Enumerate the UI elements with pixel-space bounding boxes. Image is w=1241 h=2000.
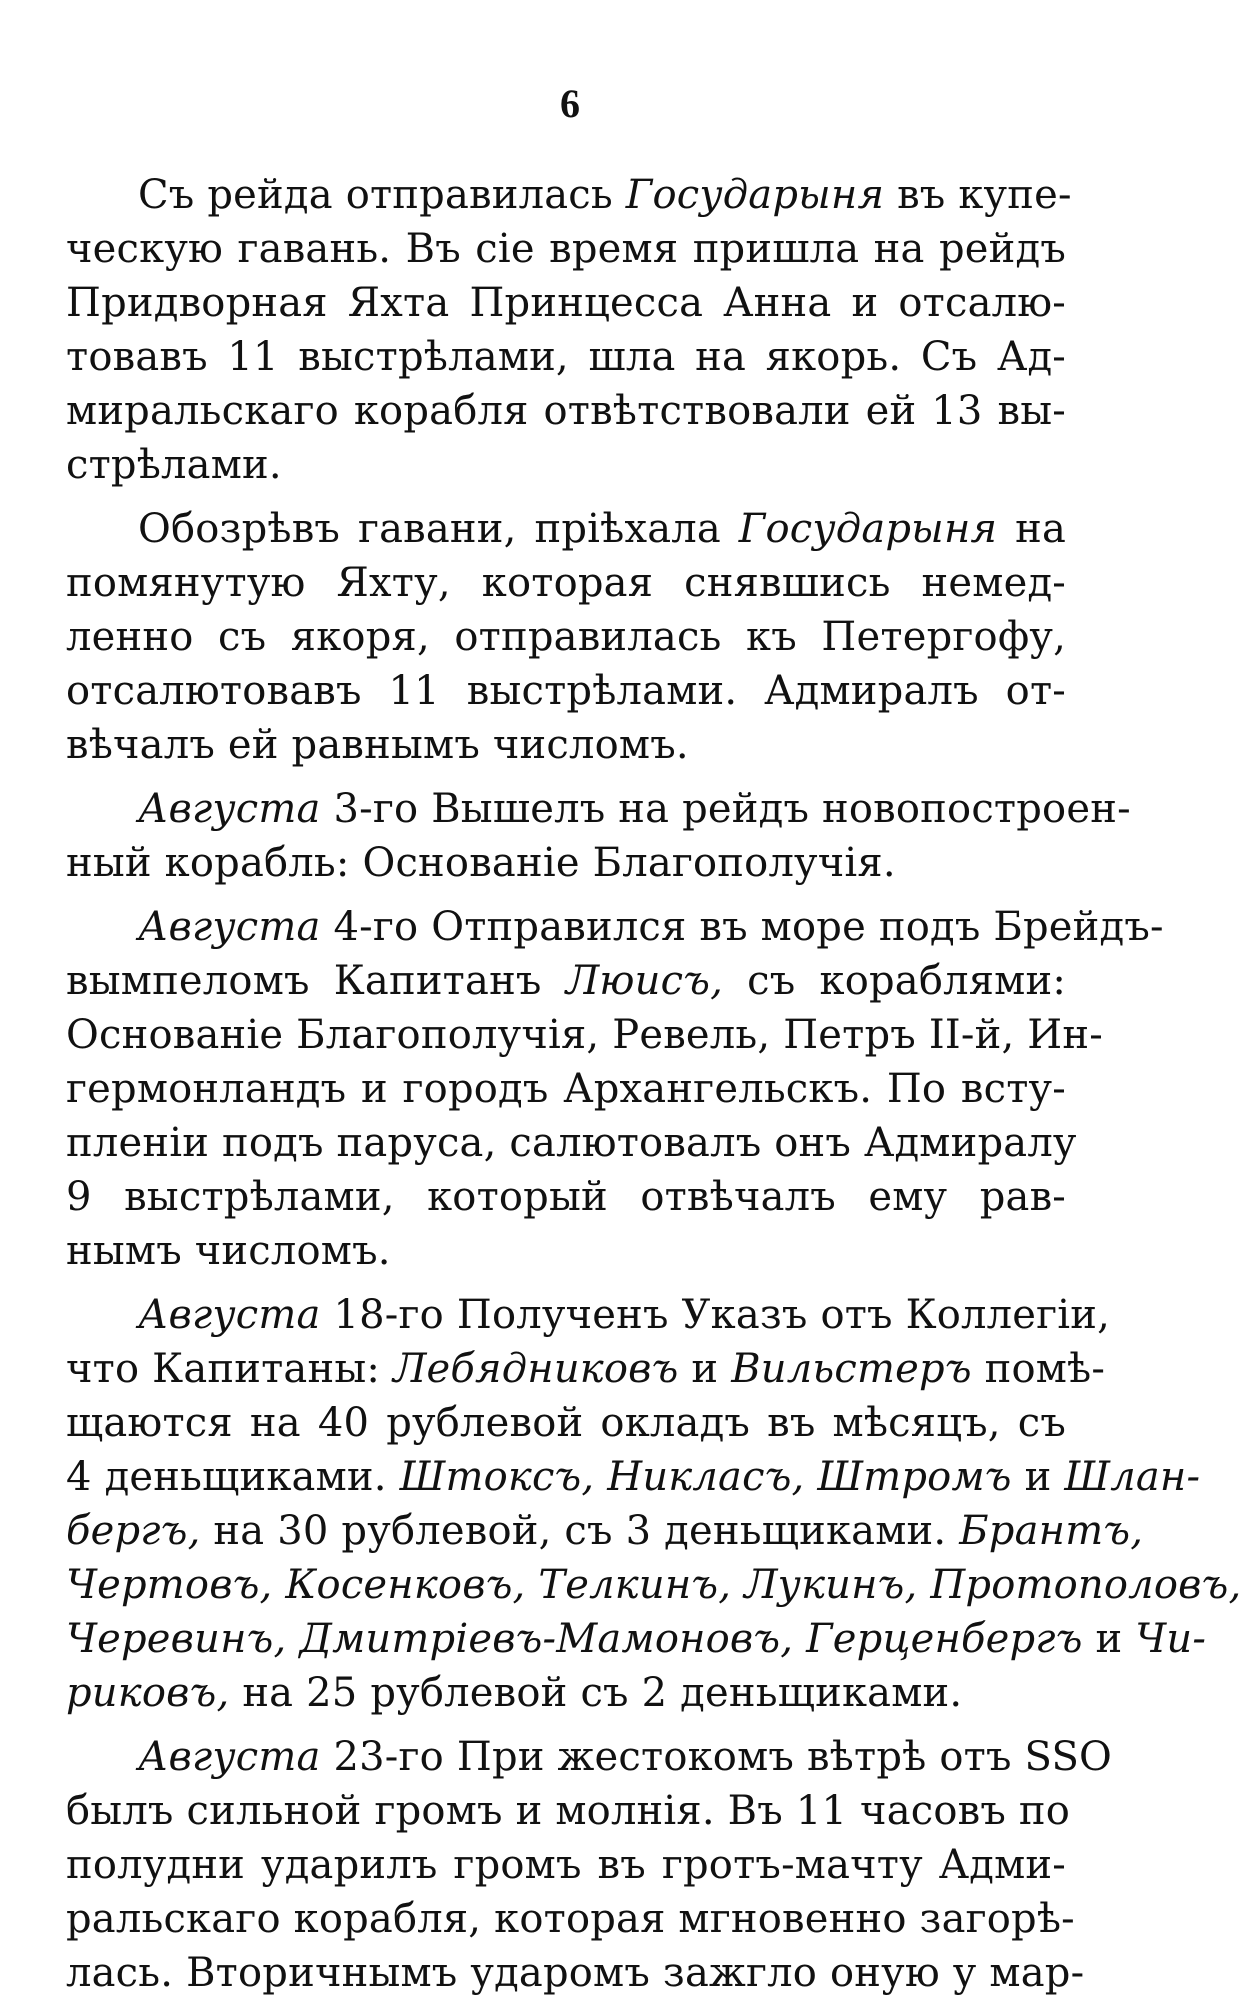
text-segment: ческую гавань. Въ сіе время пришла на рейдъ	[66, 226, 1066, 272]
text-segment: въ купе-	[884, 172, 1072, 218]
paragraph	[66, 1730, 1113, 2000]
text-line	[66, 1170, 1066, 1224]
italic-text: Люисъ,	[565, 958, 724, 1004]
text-line	[66, 330, 1066, 384]
text-line	[66, 1730, 1113, 1784]
italic-text: Августа	[138, 786, 321, 832]
text-line	[66, 664, 1066, 718]
text-segment: на 30 рублевой, съ 3 деньщиками.	[200, 1508, 960, 1554]
paragraph	[66, 1288, 1241, 1720]
text-line	[66, 556, 1066, 610]
text-line	[66, 1838, 1066, 1892]
text-segment: Основаніе Благополучія, Ревель, Петръ II-й, Ин-	[66, 1012, 1103, 1058]
text-line	[66, 1396, 1066, 1450]
text-segment: помѣ-	[971, 1346, 1106, 1392]
text-segment: и	[1082, 1616, 1136, 1662]
italic-text: Чи-	[1135, 1616, 1207, 1662]
text-line	[66, 1224, 1066, 1278]
text-segment: полудни ударилъ громъ въ гротъ-мачту Адми-	[66, 1842, 1066, 1888]
text-segment: ный корабль: Основаніе Благополучія.	[66, 840, 896, 886]
paragraph	[66, 502, 1066, 772]
italic-text: Августа	[138, 904, 321, 950]
text-line	[66, 438, 1066, 492]
italic-text: Шлан-	[1064, 1454, 1201, 1500]
italic-text: Черевинъ, Дмитріевъ-Мамоновъ, Герценбергъ	[66, 1616, 1083, 1662]
text-segment: съ кораблями:	[723, 958, 1067, 1004]
text-segment: помянутую Яхту, которая снявшись немед-	[66, 560, 1066, 606]
text-segment: отсалютовавъ 11 выстрѣлами. Адмиралъ от-	[66, 668, 1066, 714]
text-segment: на	[997, 506, 1066, 552]
text-line	[66, 1008, 1103, 1062]
italic-text: Августа	[138, 1292, 321, 1338]
text-segment: и	[678, 1346, 732, 1392]
text-segment: пленіи подъ паруса, салютовалъ онъ Адмиралу	[66, 1120, 1077, 1166]
text-segment: нымъ числомъ.	[66, 1228, 391, 1274]
text-segment: вѣчалъ ей равнымъ числомъ.	[66, 722, 689, 768]
text-line	[66, 1450, 1201, 1504]
text-line	[66, 1342, 1106, 1396]
text-segment: вымпеломъ Капитанъ	[66, 958, 566, 1004]
text-segment: Обозрѣвъ гавани, пріѣхала	[138, 506, 739, 552]
text-segment: Придворная Яхта Принцесса Анна и отсалю-	[66, 280, 1066, 326]
text-segment: 9 выстрѣлами, который отвѣчалъ ему рав-	[66, 1174, 1066, 1220]
paragraph	[66, 782, 1131, 890]
text-line	[66, 222, 1066, 276]
text-segment: 3-го Вышелъ на рейдъ новопостроен-	[320, 786, 1131, 832]
italic-text: бергъ,	[66, 1508, 201, 1554]
paragraph	[66, 900, 1164, 1278]
text-segment: гермонландъ и городъ Архангельскъ. По всту-	[66, 1066, 1066, 1112]
text-line	[66, 782, 1131, 836]
italic-text: Августа	[138, 1734, 321, 1780]
italic-text: Государыня	[738, 506, 998, 552]
text-line	[66, 1612, 1207, 1666]
text-line	[66, 1946, 1085, 2000]
text-segment: 23-го При жестокомъ вѣтрѣ отъ SSO	[320, 1734, 1113, 1780]
text-segment: щаются на 40 рублевой окладъ въ мѣсяцъ, съ	[66, 1400, 1066, 1446]
text-line	[66, 1666, 1066, 1720]
page-number: 6	[560, 81, 580, 126]
text-segment: 18-го Полученъ Указъ отъ Коллегіи,	[320, 1292, 1111, 1338]
text-segment: стрѣлами.	[66, 442, 282, 488]
text-segment: 4-го Отправился въ море подъ Брейдъ-	[320, 904, 1164, 950]
text-segment: на 25 рублевой съ 2 деньщиками.	[229, 1670, 963, 1716]
italic-text: риковъ,	[66, 1670, 230, 1716]
text-segment: лась. Вторичнымъ ударомъ зажгло оную у мар-	[66, 1950, 1085, 1996]
text-line	[66, 1784, 1071, 1838]
body-text	[66, 168, 1241, 2000]
text-line	[66, 384, 1066, 438]
italic-text: Чертовъ, Косенковъ, Телкинъ, Лукинъ, Протополовъ,	[66, 1562, 1241, 1608]
text-line	[66, 502, 1066, 556]
text-line	[66, 1504, 1144, 1558]
text-segment: что Капитаны:	[66, 1346, 393, 1392]
text-line	[66, 610, 1066, 664]
italic-text: Вильстеръ	[731, 1346, 972, 1392]
text-line	[66, 836, 1066, 890]
text-segment: ленно съ якоря, отправилась къ Петергофу,	[66, 614, 1066, 660]
text-segment: и	[1011, 1454, 1065, 1500]
text-segment: ральскаго корабля, которая мгновенно загорѣ-	[66, 1896, 1075, 1942]
paragraph	[66, 168, 1072, 492]
italic-text: Государыня	[625, 172, 885, 218]
text-segment: 4 деньщиками.	[66, 1454, 400, 1500]
text-line	[66, 168, 1072, 222]
text-line	[66, 1558, 1241, 1612]
italic-text: Штоксъ, Никласъ, Штромъ	[399, 1454, 1012, 1500]
italic-text: Лебядниковъ	[392, 1346, 679, 1392]
italic-text: Брантъ,	[959, 1508, 1144, 1554]
text-line	[66, 1288, 1111, 1342]
text-line	[66, 900, 1164, 954]
text-line	[66, 1062, 1066, 1116]
text-line	[66, 718, 1066, 772]
text-segment: былъ сильной громъ и молнія. Въ 11 часовъ по	[66, 1788, 1071, 1834]
text-segment: Съ рейда отправилась	[138, 172, 626, 218]
text-segment: миральскаго корабля отвѣтствовали ей 13 вы-	[66, 388, 1066, 434]
text-line	[66, 1116, 1077, 1170]
text-line	[66, 276, 1066, 330]
text-line	[66, 1892, 1075, 1946]
text-line	[66, 954, 1066, 1008]
text-segment: товавъ 11 выстрѣлами, шла на якорь. Съ Ад-	[66, 334, 1066, 380]
